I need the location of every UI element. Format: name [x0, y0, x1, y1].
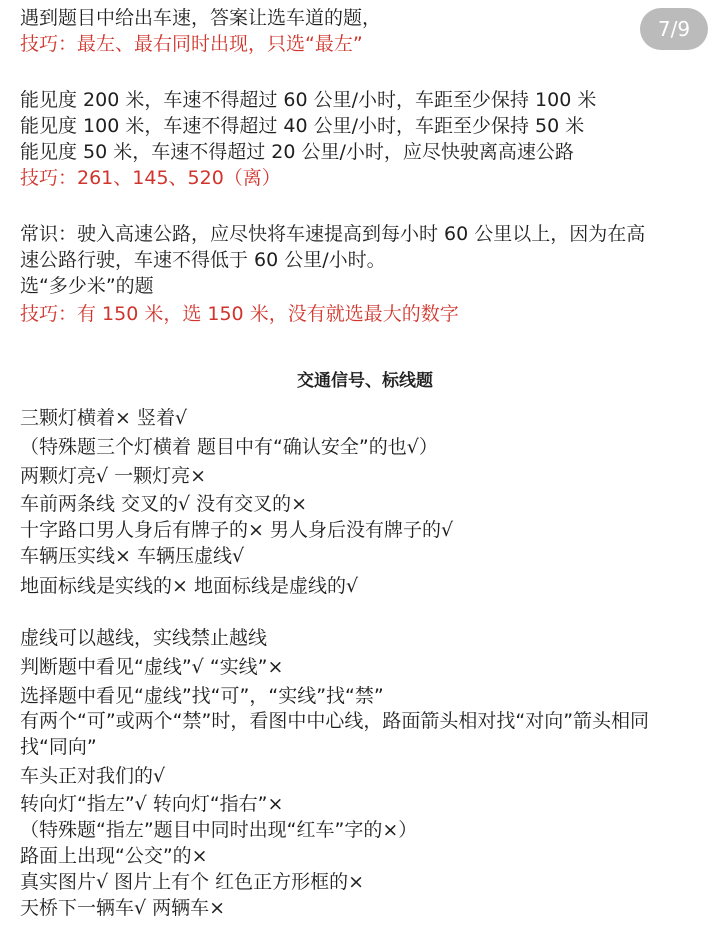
tip-line: 技巧：最左、最右同时出现，只选“最左” [20, 33, 363, 55]
text-line: 能见度 200 米，车速不得超过 60 公里/小时，车距至少保持 100 米 [20, 89, 597, 111]
text-line: 常识：驶入高速公路，应尽快将车速提高到每小时 60 公里以上，因为在高 [20, 223, 646, 245]
tip-line: 技巧：有 150 米，选 150 米，没有就选最大的数字 [20, 303, 459, 325]
text-line: 判断题中看见“虚线”√ “实线”× [20, 656, 284, 678]
text-line: 路面上出现“公交”的× [20, 845, 208, 867]
text-line: 找“同向” [20, 736, 97, 758]
text-line: 地面标线是实线的× 地面标线是虚线的√ [20, 575, 359, 597]
text-line: 遇到题目中给出车速，答案让选车道的题， [20, 7, 382, 29]
text-line: 车前两条线 交叉的√ 没有交叉的× [20, 493, 308, 515]
text-line: 天桥下一辆车√ 两辆车× [20, 897, 226, 919]
text-line: 选“多少米”的题 [20, 275, 154, 297]
section-heading: 交通信号、标线题 [297, 371, 433, 391]
text-line: 真实图片√ 图片上有个 红色正方形框的× [20, 871, 365, 893]
text-line: 十字路口男人身后有牌子的× 男人身后没有牌子的√ [20, 519, 454, 541]
text-line: 有两个“可”或两个“禁”时，看图中中心线，路面箭头相对找“对向”箭头相同 [20, 710, 650, 732]
text-line: （特殊题三个灯横着 题目中有“确认安全”的也√） [20, 436, 438, 458]
text-line: 选择题中看见“虚线”找“可”，“实线”找“禁” [20, 685, 384, 707]
text-line: 车头正对我们的√ [20, 765, 166, 787]
text-line: 转向灯“指左”√ 转向灯“指右”× [20, 793, 284, 815]
text-line: 车辆压实线× 车辆压虚线√ [20, 545, 245, 567]
text-line: 能见度 50 米，车速不得超过 20 公里/小时，应尽快驶离高速公路 [20, 141, 574, 163]
tip-line: 技巧：261、145、520（离） [20, 167, 281, 189]
text-line: 能见度 100 米，车速不得超过 40 公里/小时，车距至少保持 50 米 [20, 115, 585, 137]
text-line: 三颗灯横着× 竖着√ [20, 407, 188, 429]
text-line: 速公路行驶，车速不得低于 60 公里/小时。 [20, 249, 386, 271]
text-line: 两颗灯亮√ 一颗灯亮× [20, 465, 207, 487]
page-indicator-badge: 7/9 [640, 8, 708, 50]
text-line: （特殊题“指左”题目中同时出现“红车”字的×） [20, 819, 418, 841]
text-line: 虚线可以越线，实线禁止越线 [20, 627, 268, 649]
